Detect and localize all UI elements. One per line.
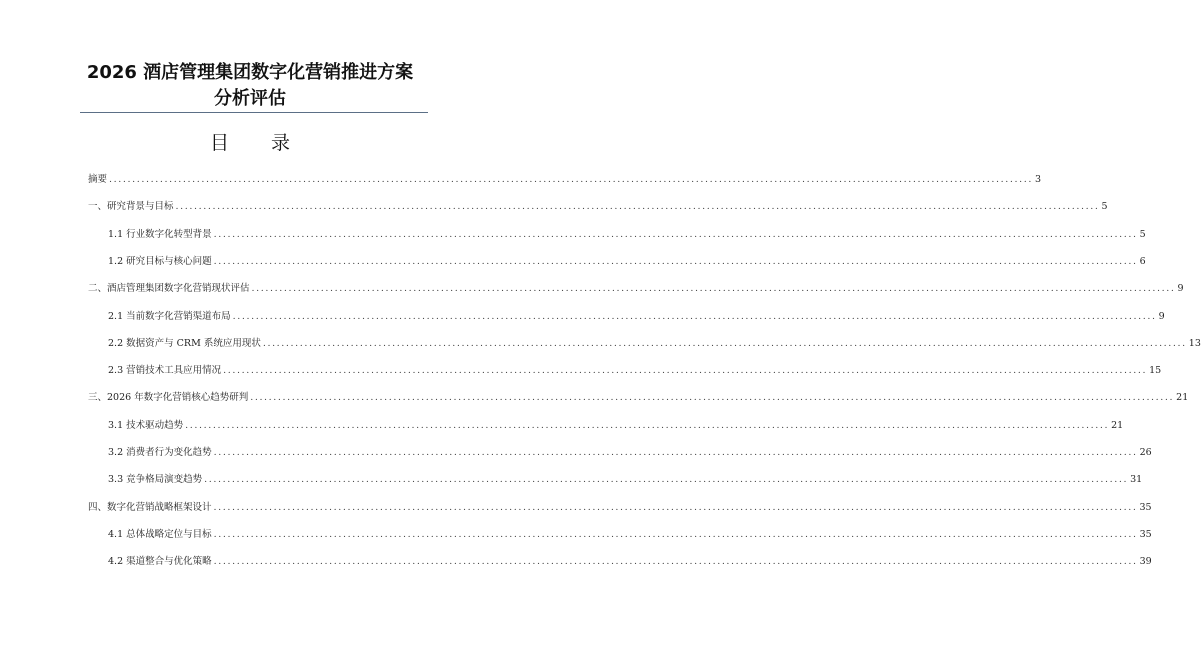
toc-entry-page-number: 35: [1139, 501, 1152, 513]
toc-leader-dots: ........................................................................................................................................................................................................: [185, 419, 1110, 431]
toc-entry-label: 三、2026 年数字化营销核心趋势研判: [88, 392, 249, 404]
toc-leader-dots: ........................................................................................................................................................................................................: [213, 501, 1138, 513]
toc-entry-page-number: 9: [1177, 283, 1184, 295]
toc-entry-page-number: 13: [1188, 337, 1201, 349]
toc-entry-page-number: 15: [1149, 365, 1162, 377]
toc-leader-dots: ........................................................................................................................................................................................................: [204, 474, 1129, 486]
toc-leader-dots: ........................................................................................................................................................................................................: [213, 556, 1138, 568]
toc-leader-dots: ........................................................................................................................................................................................................: [232, 310, 1157, 322]
toc-entry[interactable]: [108, 474, 1143, 486]
toc-leader-dots: ........................................................................................................................................................................................................: [213, 447, 1138, 458]
toc-entry-page-number: 31: [1130, 474, 1143, 486]
toc-entry-label: 3.2 消费者行为变化趋势: [108, 447, 212, 458]
toc-entry[interactable]: [108, 255, 1146, 268]
toc-entry-page-number: 26: [1139, 447, 1152, 458]
toc-leader-dots: ........................................................................................................................................................................................................: [213, 528, 1138, 540]
toc-entry-label: 摘要: [88, 174, 108, 185]
toc-leader-dots: ........................................................................................................................................................................................................: [223, 365, 1148, 377]
toc-entry-page-number: 21: [1176, 392, 1189, 404]
toc-entry-page-number: 9: [1158, 310, 1165, 322]
toc-entry-label: 2.2 数据资产与 CRM 系统应用现状: [108, 337, 261, 349]
document-title-line-2: 分析评估: [214, 88, 286, 109]
toc-entry-label: 二、酒店管理集团数字化营销现状评估: [88, 283, 250, 295]
toc-entry-label: 2.3 营销技术工具应用情况: [108, 365, 222, 377]
toc-leader-dots: ........................................................................................................................................................................................................: [262, 337, 1187, 349]
toc-entry-label: 1.1 行业数字化转型背景: [108, 228, 212, 240]
toc-leader-dots: ........................................................................................................................................................................................................: [175, 201, 1100, 213]
toc-entry[interactable]: [108, 365, 1162, 377]
toc-entry[interactable]: [88, 501, 1152, 514]
toc-entry-page-number: 5: [1139, 228, 1146, 240]
toc-leader-dots: ........................................................................................................................................................................................................: [213, 228, 1138, 240]
document-title-line-1: 2026 酒店管理集团数字化营销推进方案: [86, 62, 414, 83]
toc-leader-dots: ........................................................................................................................................................................................................: [251, 283, 1176, 295]
toc-entry-label: 四、数字化营销战略框架设计: [88, 501, 212, 513]
toc-entry-page-number: 5: [1101, 201, 1108, 213]
toc-entry[interactable]: [88, 392, 1189, 404]
toc-entry-page-number: 21: [1111, 419, 1124, 431]
toc-heading: 目 录: [209, 132, 309, 154]
toc-entry-page-number: 39: [1139, 556, 1152, 568]
toc-entry-label: 3.1 技术驱动趋势: [108, 419, 184, 431]
toc-leader-dots: ........................................................................................................................................................................................................: [109, 174, 1033, 185]
toc-entry[interactable]: [108, 228, 1146, 241]
toc-entry-label: 1.2 研究目标与核心问题: [108, 255, 212, 267]
toc-entry-label: 4.2 渠道整合与优化策略: [108, 556, 212, 568]
toc-entry[interactable]: [88, 174, 1042, 186]
toc-entry-label: 4.1 总体战略定位与目标: [108, 528, 212, 540]
toc-entry-page-number: 6: [1139, 255, 1146, 267]
toc-entry-label: 2.1 当前数字化营销渠道布局: [108, 310, 231, 322]
toc-entry[interactable]: [108, 556, 1152, 568]
toc-entry[interactable]: [108, 447, 1152, 459]
toc-leader-dots: ........................................................................................................................................................................................................: [250, 392, 1175, 404]
toc-entry-label: 一、研究背景与目标: [88, 201, 174, 213]
toc-entry-label: 3.3 竞争格局演变趋势: [108, 474, 203, 486]
toc-entry[interactable]: [108, 310, 1165, 323]
toc-entry[interactable]: [88, 201, 1108, 213]
toc-entry-page-number: 3: [1034, 174, 1042, 185]
toc-entry-page-number: 35: [1139, 528, 1152, 540]
toc-entry[interactable]: [88, 283, 1184, 295]
toc-entry[interactable]: [108, 528, 1152, 541]
toc-leader-dots: ........................................................................................................................................................................................................: [213, 255, 1138, 267]
toc-entry[interactable]: [108, 419, 1124, 432]
toc-entry[interactable]: [108, 337, 1201, 350]
